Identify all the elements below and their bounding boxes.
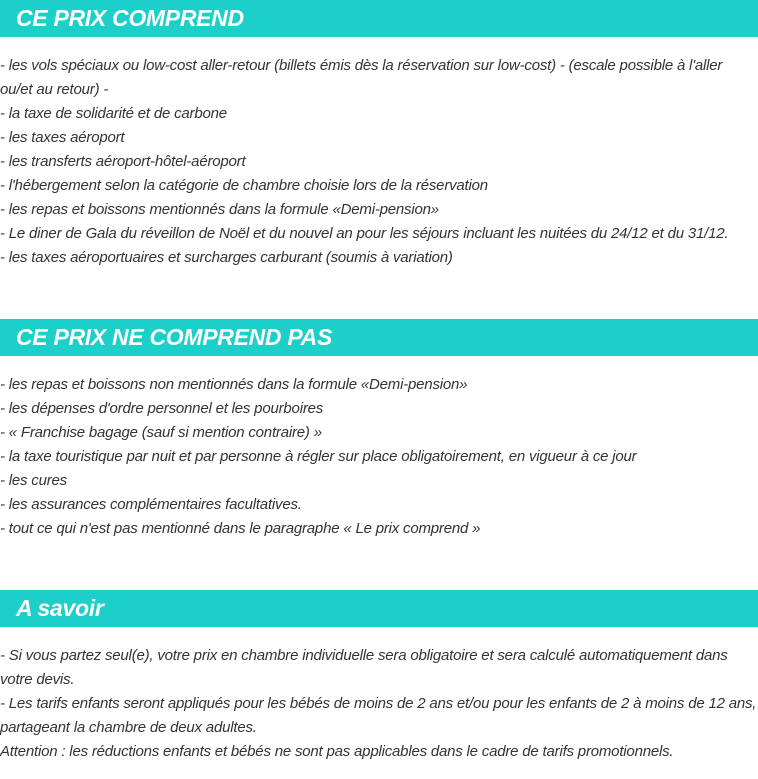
list-item: - les dépenses d'ordre personnel et les pourboires — [0, 400, 324, 417]
list-item: - les repas et boissons non mentionnés dans la formule «Demi-pension» — [0, 376, 468, 393]
list-item: - les assurances complémentaires facultatives. — [0, 496, 302, 513]
list-item: - Si vous partez seul(e), votre prix en chambre individuelle sera obligatoire et sera calculé automatiquement dans votre devis. — [0, 647, 728, 688]
section-price-includes — [0, 0, 758, 270]
list-item: - l'hébergement selon la catégorie de chambre choisie lors de la réservation — [0, 177, 488, 194]
good-to-know-list — [0, 627, 758, 764]
section-header — [0, 319, 758, 356]
list-item: - les vols spéciaux ou low-cost aller-retour (billets émis dès la réservation sur low-cost) - (escale possible à l'aller ou/et au retour) - — [0, 57, 723, 98]
list-item: - la taxe de solidarité et de carbone — [0, 105, 227, 122]
section-title: A savoir — [16, 595, 104, 621]
list-item: - les repas et boissons mentionnés dans la formule «Demi-pension» — [0, 201, 439, 218]
list-item: - Le diner de Gala du réveillon de Noël et du nouvel an pour les séjours incluant les nuitées du 24/12 et du 31/12. — [0, 225, 729, 242]
list-item: - « Franchise bagage (sauf si mention contraire) » — [0, 424, 322, 441]
section-good-to-know — [0, 590, 758, 764]
section-price-excludes — [0, 319, 758, 541]
price-excludes-list — [0, 356, 758, 541]
list-item: - les taxes aéroport — [0, 129, 125, 146]
list-item: Attention : les réductions enfants et bébés ne sont pas applicables dans le cadre de tarifs promotionnels. — [0, 743, 674, 760]
section-title: CE PRIX COMPREND — [16, 5, 244, 31]
section-header — [0, 0, 758, 37]
list-item: - les cures — [0, 472, 67, 489]
list-item: - les taxes aéroportuaires et surcharges carburant (soumis à variation) — [0, 249, 453, 266]
section-header — [0, 590, 758, 627]
price-includes-list — [0, 37, 758, 270]
list-item: - la taxe touristique par nuit et par personne à régler sur place obligatoirement, en vigueur à ce jour — [0, 448, 637, 465]
list-item: - les transferts aéroport-hôtel-aéroport — [0, 153, 246, 170]
list-item: - Les tarifs enfants seront appliqués pour les bébés de moins de 2 ans et/ou pour les enfants de 2 à moins de 12 ans, partageant la chambre de deux adultes. — [0, 695, 757, 736]
section-title: CE PRIX NE COMPREND PAS — [16, 324, 332, 350]
list-item: - tout ce qui n'est pas mentionné dans le paragraphe « Le prix comprend » — [0, 520, 481, 537]
